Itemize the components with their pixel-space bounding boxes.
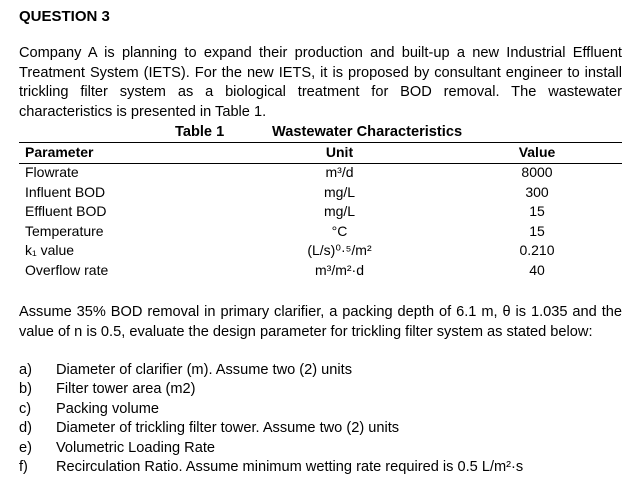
- part-label: a): [19, 362, 32, 378]
- part-text: Recirculation Ratio. Assume minimum wetting rate required is 0.5 L/m²·s: [56, 458, 524, 475]
- list-item: [19, 400, 523, 419]
- cell-unit: m³/m²·d: [315, 261, 364, 278]
- part-label: e): [19, 439, 32, 456]
- question-parts-list: [19, 361, 523, 477]
- wastewater-characteristics-table: [19, 143, 622, 281]
- cell-parameter: Effluent BOD: [25, 203, 107, 220]
- cell-parameter: k₁ value: [25, 242, 75, 259]
- cell-parameter: Flowrate: [25, 164, 79, 180]
- cell-unit: m³/d: [325, 164, 354, 180]
- part-label: c): [19, 400, 32, 417]
- cell-value: 0.210: [519, 242, 555, 259]
- cell-value: 15: [529, 222, 545, 239]
- cell-parameter: Overflow rate: [25, 261, 109, 278]
- cell-parameter: Temperature: [25, 222, 104, 239]
- table-row: [19, 261, 622, 281]
- table-row: [19, 163, 622, 183]
- part-label: f): [19, 458, 28, 475]
- table-row: [19, 222, 622, 242]
- header-unit: Unit: [325, 144, 354, 161]
- intro-paragraph: Company A is planning to expand their production and built-up a new Industrial Effluent Treatment System (IETS). For the new IETS, it is proposed by consultant engineer to install trickling filter system as a biological treatment for BOD removal. The wastewater characteristics is presented in Table 1.: [19, 45, 622, 120]
- table-header-row: [19, 143, 622, 163]
- cell-value: 15: [529, 203, 545, 220]
- part-label: b): [19, 381, 32, 398]
- table-caption-title: Wastewater Characteristics: [272, 124, 463, 140]
- cell-unit: mg/L: [323, 203, 356, 220]
- header-parameter: Parameter: [25, 144, 94, 161]
- table-caption-number: Table 1: [175, 124, 225, 140]
- part-text: Volumetric Loading Rate: [56, 439, 216, 456]
- list-item: [19, 361, 523, 380]
- part-text: Filter tower area (m2): [56, 381, 196, 398]
- cell-unit: (L/s)⁰·⁵/m²: [307, 242, 372, 259]
- cell-unit: °C: [331, 222, 348, 239]
- list-item: [19, 380, 523, 399]
- part-text: Diameter of clarifier (m). Assume two (2) units: [56, 362, 353, 378]
- list-item: [19, 439, 523, 458]
- question-title: QUESTION 3: [19, 8, 110, 25]
- assumption-paragraph: Assume 35% BOD removal in primary clarifier, a packing depth of 6.1 m, θ is 1.035 and the value of n is 0.5, evaluate the design parameter for trickling filter system as stated below:: [19, 304, 622, 340]
- cell-value: 40: [529, 261, 545, 278]
- part-text: Packing volume: [56, 400, 160, 417]
- cell-parameter: Influent BOD: [25, 183, 106, 200]
- part-label: d): [19, 420, 32, 437]
- table-row: [19, 241, 622, 261]
- list-item: [19, 458, 523, 477]
- table-row: [19, 183, 622, 203]
- table-row: [19, 202, 622, 222]
- cell-unit: mg/L: [323, 183, 356, 200]
- list-item: [19, 419, 523, 438]
- cell-value: 8000: [521, 164, 553, 180]
- cell-value: 300: [525, 183, 549, 200]
- part-text: Diameter of trickling filter tower. Assume two (2) units: [56, 420, 400, 437]
- header-value: Value: [518, 144, 556, 161]
